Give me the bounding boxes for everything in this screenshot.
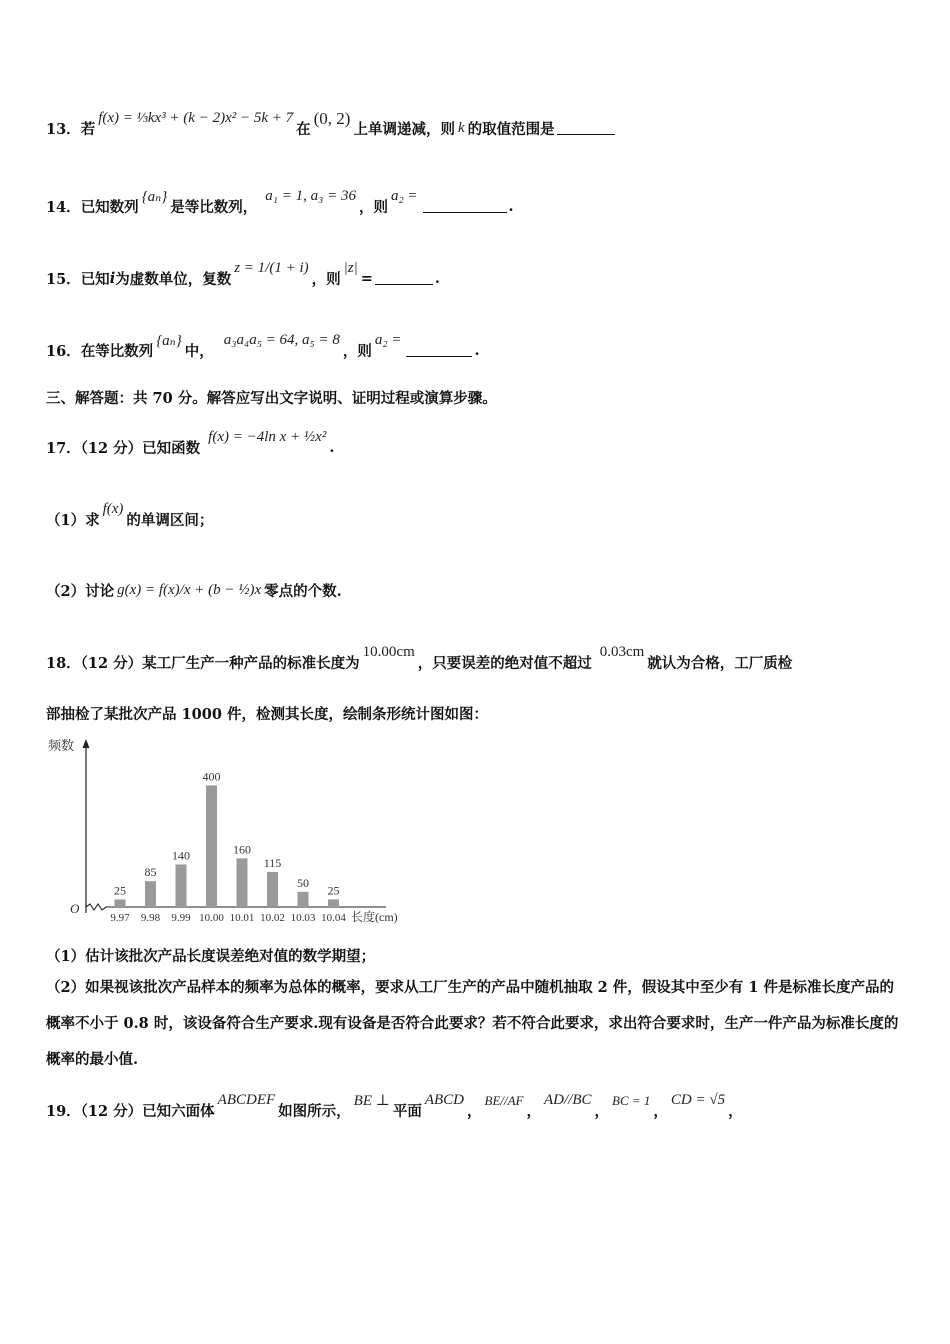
q15-end: . xyxy=(434,270,440,287)
q13-text-after: 上单调递减，则 xyxy=(353,121,455,138)
q14-answer-blank[interactable] xyxy=(423,200,507,213)
q14-text1: 已知数列 xyxy=(80,199,139,216)
q14-sequence: {aₙ} xyxy=(141,189,168,205)
origin-label: O xyxy=(70,901,80,916)
x-tick-label-10.04: 10.04 xyxy=(321,912,346,924)
q18-text2: ，只要误差的绝对值不超过 xyxy=(417,655,592,672)
q19-head: 19．（12 分）已知六面体 xyxy=(46,1103,215,1120)
x-axis-break xyxy=(86,904,386,910)
q18-part-2: （2）如果视该批次产品样本的频率为总体的概率，要求从工厂生产的产品中随机抽取 2 件，假设其中至少有 1 件是标准长度产品的概率不小于 0.8 时，该设备符合生产要求.现有设备是否符合此要求？若不符合此要求，求出符合要求时，生产一件产品为标准长度的概率的最小值. xyxy=(46,979,899,1068)
q19-cond-2: BE//AF xyxy=(484,1092,524,1108)
x-tick-label-9.98: 9.98 xyxy=(140,912,161,924)
q16-text1: 在等比数列 xyxy=(80,343,154,360)
q18-text3: 就认为合格，工厂质检 xyxy=(647,655,793,672)
q16-condition: a₃a₄a₅ = 64, a₅ = 8 xyxy=(223,332,340,348)
bar-9.97 xyxy=(115,899,126,907)
q19-sep-5: ， xyxy=(728,1103,743,1120)
q14-text2: 是等比数列， xyxy=(170,199,258,216)
q16-text3: ，则 xyxy=(342,343,372,360)
q16-target: a₂ = xyxy=(374,332,402,348)
q17-function: f(x) = −4ln x + ½x² xyxy=(208,429,327,445)
bar-value-label-10.02: 115 xyxy=(263,856,282,871)
question-17 xyxy=(46,429,335,458)
bar-value-label-10.04: 25 xyxy=(327,883,340,898)
chart-axes xyxy=(48,738,398,924)
question-14 xyxy=(46,188,514,217)
q17-head: 17．（12 分）已知函数 xyxy=(46,440,201,457)
bar-value-label-10.00: 400 xyxy=(202,769,221,784)
q18-tolerance: 0.03cm xyxy=(599,644,645,660)
bar-10.04 xyxy=(328,899,339,907)
x-tick-label-10.00: 10.00 xyxy=(199,912,224,924)
bar-9.99 xyxy=(176,864,187,907)
q15-var-i: i xyxy=(109,270,116,287)
q13-interval: (0, 2) xyxy=(313,108,351,128)
q19-cond-1: BE ⊥ xyxy=(353,1093,390,1109)
q15-text1: 已知 xyxy=(80,271,110,288)
q17-part-1 xyxy=(46,501,214,530)
bar-value-label-9.97: 25 xyxy=(114,883,126,898)
q13-var-k: k xyxy=(457,120,465,136)
q16-text2: 中， xyxy=(184,343,214,360)
q17-p1-label: （1）求 xyxy=(46,512,100,529)
q18-head: 18．（12 分）某工厂生产一种产品的标准长度为 xyxy=(46,655,360,672)
question-18 xyxy=(46,644,793,673)
q14-end: . xyxy=(508,198,514,215)
q17-part-2 xyxy=(46,580,342,601)
q16-number: 16． xyxy=(46,343,81,360)
q16-end: . xyxy=(474,342,480,359)
x-tick-label-10.01: 10.01 xyxy=(229,912,255,924)
q14-text3: ，则 xyxy=(358,199,388,216)
bar-value-label-10.03: 50 xyxy=(297,875,309,890)
q14-number: 14． xyxy=(46,199,81,216)
q17-p1-text: 的单调区间； xyxy=(126,512,214,529)
q17-p2-label: （2）讨论 xyxy=(46,583,115,600)
q13-answer-blank[interactable] xyxy=(557,122,615,135)
y-axis-arrow xyxy=(83,739,90,748)
question-16 xyxy=(46,332,480,361)
q19-cond-1-abcd: ABCD xyxy=(424,1092,465,1108)
q15-abs-z: |z| xyxy=(343,260,358,276)
q15-eq: = xyxy=(360,270,373,287)
section-3-heading: 三、解答题：共 70 分。解答应写出文字说明、证明过程或演算步骤。 xyxy=(46,390,497,407)
x-axis-label: 长度(cm) xyxy=(351,910,398,924)
q13-word-on: 在 xyxy=(296,121,311,138)
q16-sequence: {aₙ} xyxy=(156,333,182,349)
q19-sep-3: ， xyxy=(594,1103,610,1120)
q17-p1-function: f(x) xyxy=(102,501,124,517)
q14-condition: a₁ = 1, a₃ = 36 xyxy=(265,188,356,204)
q15-number: 15． xyxy=(46,271,81,288)
question-15 xyxy=(46,260,440,289)
x-tick-label-9.97: 9.97 xyxy=(110,912,130,924)
question-19 xyxy=(46,1092,743,1121)
q18-line-2: 部抽检了某批次产品 1000 件，检测其长度，绘制条形统计图如图： xyxy=(46,706,488,723)
q19-cond-3: AD//BC xyxy=(544,1092,592,1108)
q18-part-1: （1）估计该批次产品长度误差绝对值的数学期望； xyxy=(46,948,376,965)
bar-value-label-10.01: 160 xyxy=(233,842,251,857)
x-tick-label-10.03: 10.03 xyxy=(290,912,316,924)
x-tick-label-9.99: 9.99 xyxy=(171,912,191,924)
x-tick-label-10.02: 10.02 xyxy=(260,912,285,924)
q13-number: 13． xyxy=(46,121,81,138)
q17-p2-text: 零点的个数. xyxy=(264,583,342,600)
q19-sep-4: ， xyxy=(653,1103,668,1120)
q17-end: . xyxy=(329,439,335,456)
q19-sep-2: ， xyxy=(526,1103,542,1120)
q19-sep-1: ， xyxy=(467,1103,482,1120)
bar-value-label-9.98: 85 xyxy=(144,865,157,880)
q19-text2: 如图所示， xyxy=(278,1103,351,1120)
question-13 xyxy=(46,108,617,139)
bar-10.00 xyxy=(206,785,217,907)
q19-cond-4: BC = 1 xyxy=(612,1092,651,1108)
q13-function: f(x) = ⅓kx³ + (k − 2)x² − 5k + 7 xyxy=(98,110,294,126)
bar-10.02 xyxy=(267,872,278,907)
q13-word-if: 若 xyxy=(80,121,96,138)
q19-cond-5: CD = √5 xyxy=(670,1092,726,1108)
q17-p2-function: g(x) = f(x)/x + (b − ½)x xyxy=(117,582,262,598)
bar-value-label-9.99: 140 xyxy=(172,848,190,863)
y-axis-label: 频数 xyxy=(48,738,75,753)
q16-answer-blank[interactable] xyxy=(406,344,472,357)
q13-text-end: 的取值范围是 xyxy=(467,121,555,138)
length-frequency-bar-chart xyxy=(46,735,426,930)
bar-9.98 xyxy=(145,881,156,907)
bar-10.01 xyxy=(237,858,248,907)
bar-10.03 xyxy=(298,892,309,907)
q15-text2: 为虚数单位，复数 xyxy=(115,271,232,288)
q14-target: a₂ = xyxy=(390,188,418,204)
q15-text3: ，则 xyxy=(311,271,341,288)
q18-standard-length: 10.00cm xyxy=(362,644,415,660)
q19-solid: ABCDEF xyxy=(217,1092,276,1108)
q15-z-expression: z = 1/(1 + i) xyxy=(234,260,309,276)
q19-cond-1-plane: 平面 xyxy=(392,1103,422,1120)
q15-answer-blank[interactable] xyxy=(375,272,433,285)
